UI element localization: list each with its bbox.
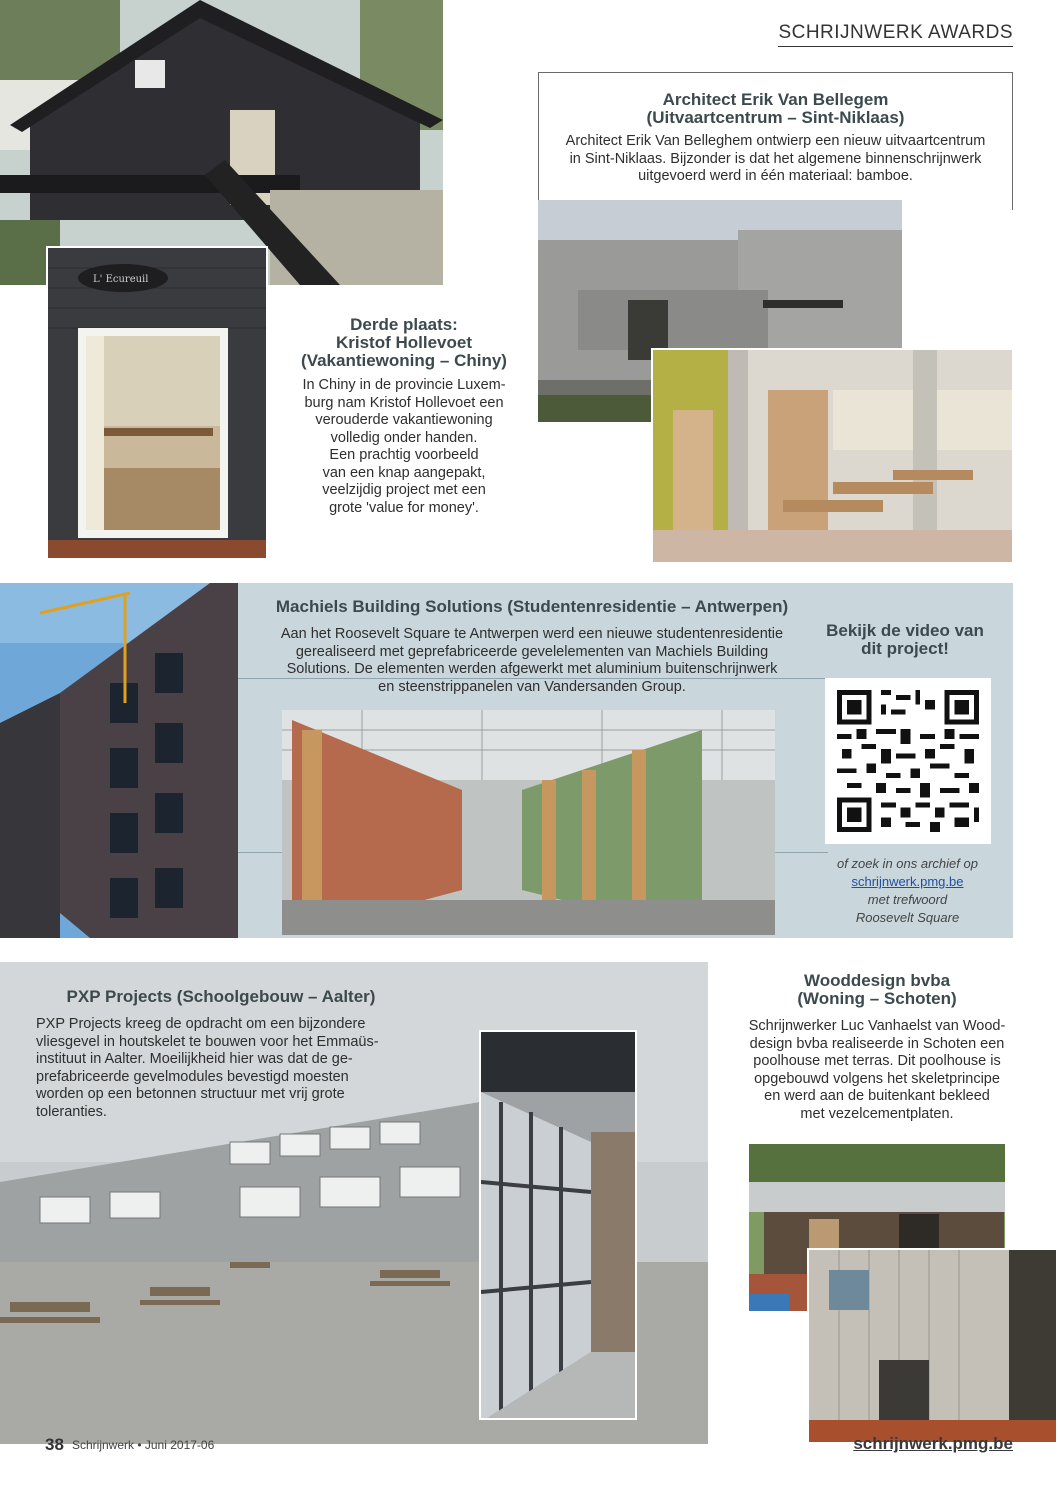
wooddesign-line: met vezelcementplaten. bbox=[800, 1105, 954, 1122]
video-note-line: Roosevelt Square bbox=[855, 910, 960, 925]
machiels-line: gerealiseerd met geprefabriceerde gevelelementen van Machiels Building bbox=[295, 643, 769, 660]
poolhouse-interior-photo bbox=[807, 1248, 1058, 1444]
erik-line: Architect Erik Van Belleghem ontwierp een nieuw uitvaartcentrum bbox=[565, 133, 986, 149]
chalet-exterior-photo bbox=[0, 0, 443, 285]
machiels-block bbox=[262, 598, 802, 696]
pxp-line: prefabriceerde gevelmodules bevestigd moesten bbox=[36, 1068, 349, 1085]
video-note bbox=[810, 855, 1005, 927]
video-note-line: met trefwoord bbox=[867, 892, 948, 907]
erik-title-1: Architect Erik Van Bellegem bbox=[662, 90, 889, 109]
qr-code[interactable] bbox=[825, 678, 991, 844]
qr-code-icon bbox=[837, 690, 979, 832]
section-label: SCHRIJNWERK AWARDS bbox=[778, 22, 1013, 47]
chalet-sign: L' Ecureuil bbox=[93, 274, 149, 285]
third-place-title-2: Kristof Hollevoet bbox=[335, 333, 473, 352]
wooddesign-title-1: Wooddesign bvba bbox=[803, 971, 951, 990]
factory-hall-photo bbox=[282, 710, 775, 935]
archive-link[interactable]: schrijnwerk.pmg.be bbox=[851, 874, 964, 889]
third-place-line: In Chiny in de provincie Luxem- bbox=[302, 377, 506, 393]
pxp-line: PXP Projects kreeg de opdracht om een bijzondere bbox=[36, 1016, 366, 1032]
third-place-line: van een knap aangepakt, bbox=[322, 464, 486, 481]
third-place-title-3: (Vakantiewoning – Chiny) bbox=[301, 351, 507, 370]
erik-box bbox=[538, 72, 1013, 210]
pxp-line: instituut in Aalter. Moeilijkheid hier was dat de ge- bbox=[36, 1051, 353, 1067]
third-place-title-1: Derde plaats: bbox=[350, 315, 458, 334]
machiels-title: Machiels Building Solutions (Studentenresidentie – Antwerpen) bbox=[275, 597, 789, 616]
third-place-block bbox=[292, 316, 516, 517]
wooddesign-line: poolhouse met terras. Dit poolhouse is bbox=[753, 1053, 1001, 1069]
third-place-line: volledig onder handen. bbox=[330, 429, 478, 446]
chalet-window-photo bbox=[46, 246, 268, 560]
wooddesign-block bbox=[736, 972, 1018, 1123]
video-title-1: Bekijk de video van bbox=[826, 621, 984, 640]
erik-title-2: (Uitvaartcentrum – Sint-Niklaas) bbox=[646, 108, 905, 127]
video-callout bbox=[815, 622, 995, 658]
third-place-line: verouderde vakantiewoning bbox=[315, 412, 493, 428]
erik-line: in Sint-Niklaas. Bijzonder is dat het algemene binnenschrijnwerk bbox=[569, 150, 982, 167]
pxp-block bbox=[36, 988, 406, 1121]
machiels-line: Solutions. De elementen werden afgewerkt met aluminium buitenschrijnwerk bbox=[286, 661, 778, 677]
third-place-line: veelzijdig project met een bbox=[322, 482, 486, 498]
third-place-line: Een prachtig voorbeeld bbox=[329, 447, 479, 463]
third-place-line: grote 'value for money'. bbox=[329, 499, 479, 516]
pxp-line: toleranties. bbox=[36, 1103, 107, 1120]
erik-line: uitgevoerd werd in één materiaal: bamboe. bbox=[638, 168, 913, 184]
page-number: 38 bbox=[45, 1435, 64, 1454]
wooddesign-line: Schrijnwerker Luc Vanhaelst van Wood- bbox=[748, 1018, 1006, 1034]
pxp-line: worden op een betonnen structuur met vrij grote bbox=[36, 1086, 345, 1102]
video-title-2: dit project! bbox=[861, 639, 949, 658]
magazine-issue: Schrijnwerk • Juni 2017-06 bbox=[72, 1438, 215, 1452]
third-place-line: burg nam Kristof Hollevoet een bbox=[304, 394, 504, 411]
wooddesign-line: en werd aan de buitenkant bekleed bbox=[764, 1088, 990, 1104]
wooddesign-line: design bvba realiseerde in Schoten een bbox=[749, 1035, 1005, 1052]
pxp-line: vliesgevel in houtskelet te bouwen voor het Emmaüs- bbox=[36, 1033, 379, 1050]
wooddesign-line: opgebouwd volgens het skeletprincipe bbox=[754, 1070, 1000, 1087]
wooddesign-title-2: (Woning – Schoten) bbox=[797, 989, 957, 1008]
video-note-line: of zoek in ons archief op bbox=[837, 856, 978, 871]
school-corridor-photo bbox=[479, 1030, 637, 1420]
pxp-title: PXP Projects (Schoolgebouw – Aalter) bbox=[66, 987, 376, 1006]
funeral-center-interior-photo bbox=[651, 348, 1014, 564]
student-residence-photo bbox=[0, 583, 238, 938]
machiels-line: en steenstrippanelen van Vandersanden Group. bbox=[378, 678, 686, 695]
footer-url-link[interactable]: schrijnwerk.pmg.be bbox=[853, 1434, 1013, 1453]
machiels-line: Aan het Roosevelt Square te Antwerpen werd een nieuwe studentenresidentie bbox=[280, 626, 784, 642]
